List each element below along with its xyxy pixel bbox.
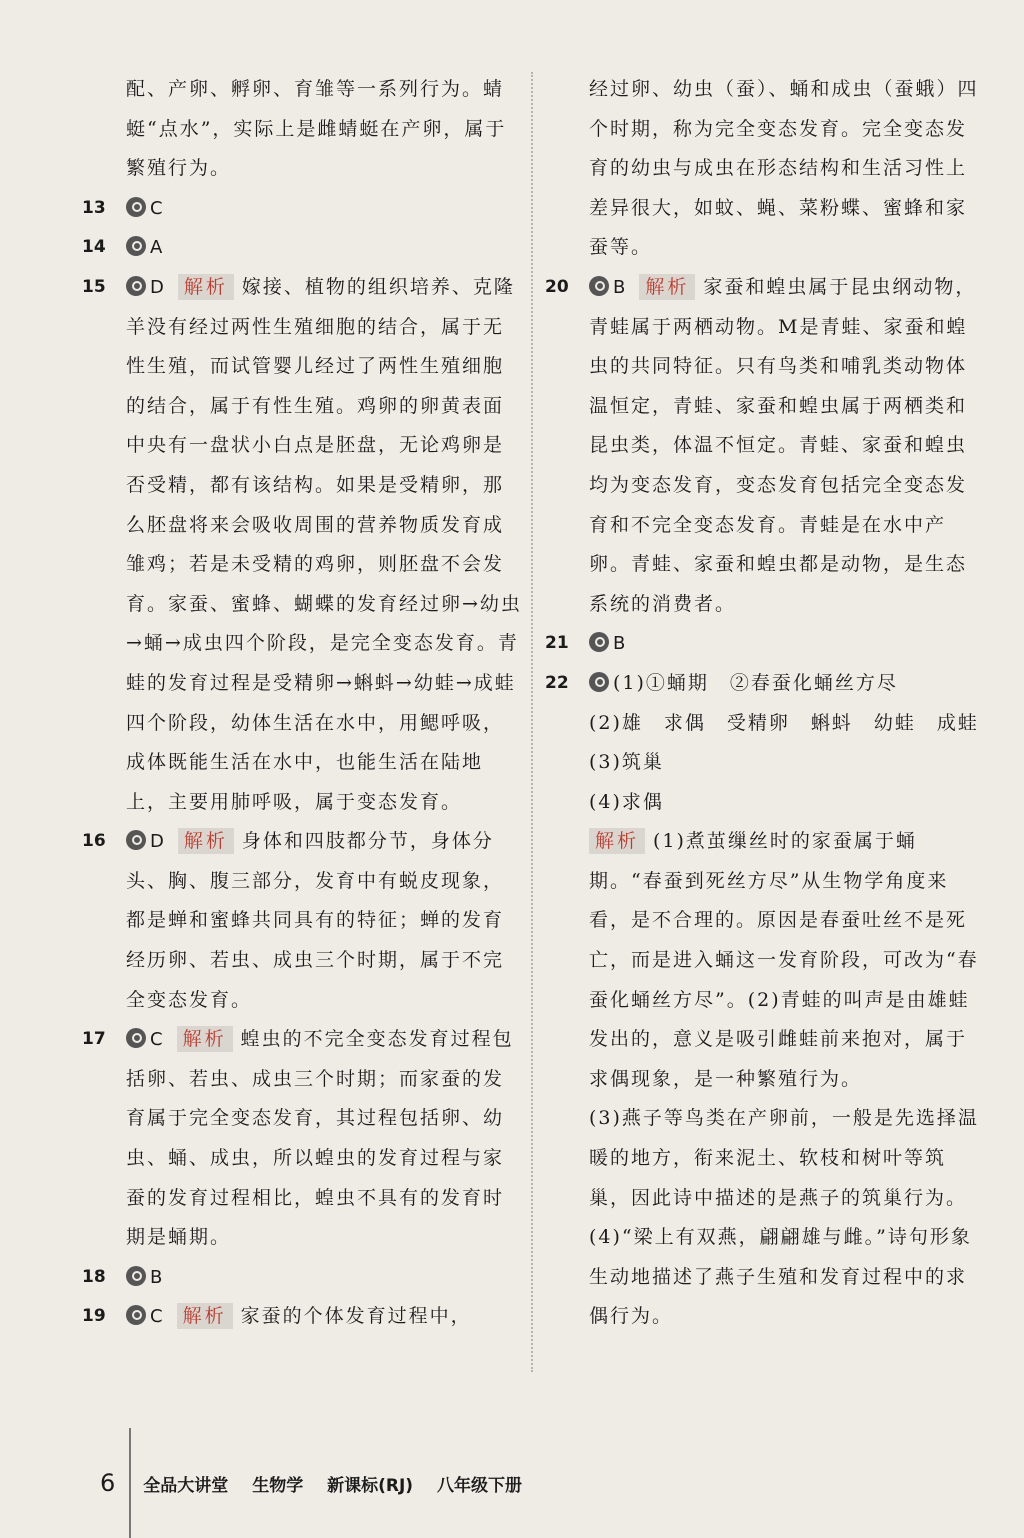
left-column — [82, 70, 522, 1337]
answer-icon — [589, 276, 609, 296]
answer: B — [150, 1266, 163, 1288]
answer: B — [613, 276, 626, 298]
question-22 — [545, 664, 985, 1337]
answer-part-2: (2)雄 求偶 受精卵 蝌蚪 幼蛙 成蛙 — [589, 711, 979, 734]
answer-part-4: (4)求偶 — [589, 790, 664, 813]
analysis-tag: 解析 — [639, 274, 695, 300]
answer-part-3: (3)筑巢 — [589, 751, 664, 774]
answer: B — [613, 633, 626, 655]
analysis-tag: 解析 — [589, 828, 645, 854]
question-13 — [82, 189, 522, 229]
analysis-text: (1)煮茧缫丝时的家蚕属于蛹期。“春蚕到死丝方尽”从生物学角度来看，是不合理的。原因是春蚕吐丝不是死亡，而是进入蛹这一发育阶段，可改为“春蚕化蛹丝方尽”。(2)青蛙的叫声是由雄蛙发出的，意义是吸引雌蛙前来抱对，属于求偶现象，是一种繁殖行为。 — [589, 830, 979, 1090]
question-number: 17 — [82, 1029, 106, 1050]
answer: C — [150, 1306, 163, 1328]
column-divider — [531, 72, 533, 1372]
analysis-text-3: (3)燕子等鸟类在产卵前，一般是先选择温暖的地方，衔来泥土、软枝和树叶等筑巢，因此诗中描述的是燕子的筑巢行为。 — [589, 1107, 979, 1209]
answer: D — [150, 276, 164, 298]
answer-icon — [126, 830, 146, 850]
question-number: 21 — [545, 633, 569, 654]
analysis-tag: 解析 — [177, 1026, 233, 1052]
footer-edition: 新课标(RJ) — [327, 1475, 414, 1496]
question-18 — [82, 1258, 522, 1298]
question-number: 16 — [82, 831, 106, 852]
question-16 — [82, 822, 522, 1020]
answer-icon — [126, 236, 146, 256]
question-number: 22 — [545, 672, 569, 693]
analysis-text: 身体和四肢都分节，身体分头、胸、腹三部分，发育中有蜕皮现象，都是蝉和蜜蜂共同具有的特征；蝉的发育经历卵、若虫、成虫三个时期，属于不完全变态发育。 — [126, 830, 505, 1011]
answer: C — [150, 1029, 163, 1051]
analysis-text: 家蚕的个体发育过程中， — [240, 1305, 472, 1328]
question-19 — [82, 1297, 522, 1337]
question-number: 19 — [82, 1306, 106, 1327]
page-number: 6 — [100, 1469, 116, 1497]
answer: C — [150, 197, 163, 219]
answer-icon — [126, 276, 146, 296]
question-21 — [545, 624, 985, 664]
analysis-tag: 解析 — [178, 828, 234, 854]
answer-icon — [589, 672, 609, 692]
question-number: 18 — [82, 1266, 106, 1287]
answer-icon — [589, 632, 609, 652]
question-14 — [82, 228, 522, 268]
question-20 — [545, 268, 985, 624]
answer-icon — [126, 1028, 146, 1048]
page-footer — [100, 1428, 540, 1538]
footer-grade: 八年级下册 — [437, 1475, 523, 1496]
right-column — [545, 70, 985, 1337]
analysis-text: 蝗虫的不完全变态发育过程包括卵、若虫、成虫三个时期；而家蚕的发育属于完全变态发育，其过程包括卵、幼虫、蛹、成虫，所以蝗虫的发育过程与家蚕的发育过程相比，蝗虫不具有的发育时期是蛹期。 — [126, 1028, 514, 1249]
analysis-text-4: (4)“梁上有双燕，翩翩雄与雌。”诗句形象生动地描述了燕子生殖和发育过程中的求偶行为。 — [589, 1226, 972, 1328]
question-17 — [82, 1020, 522, 1258]
question-number: 14 — [82, 237, 106, 258]
answer: A — [150, 237, 163, 259]
question-15 — [82, 268, 522, 822]
answer: D — [150, 831, 164, 853]
question-number: 20 — [545, 276, 569, 297]
answer-icon — [126, 1305, 146, 1325]
analysis-text: 嫁接、植物的组织培养、克隆羊没有经过两性生殖细胞的结合，属于无性生殖，而试管婴儿经过了两性生殖细胞的结合，属于有性生殖。鸡卵的卵黄表面中央有一盘状小白点是胚盘，无论鸡卵是否受精，都有该结构。如果是受精卵，那么胚盘将来会吸收周围的营养物质发育成雏鸡；若是未受精的鸡卵，则胚盘不会发育。家蚕、蜜蜂、蝴蝶的发育经过卵→幼虫→蛹→成虫四个阶段，是完全变态发育。青蛙的发育过程是受精卵→蝌蚪→幼蛙→成蛙四个阶段，幼体生活在水中，用鳃呼吸，成体既能生活在水中，也能生活在陆地上，主要用肺呼吸，属于变态发育。 — [126, 275, 522, 813]
footer-divider — [129, 1428, 131, 1538]
answer-icon — [126, 1266, 146, 1286]
question-number: 15 — [82, 276, 106, 297]
continued-text: 经过卵、幼虫（蚕）、蛹和成虫（蚕蛾）四个时期，称为完全变态发育。完全变态发育的幼虫与成虫在形态结构和生活习性上差异很大，如蚊、蝇、菜粉蝶、蜜蜂和家蚕等。 — [589, 78, 979, 259]
analysis-text: 家蚕和蝗虫属于昆虫纲动物，青蛙属于两栖动物。M是青蛙、家蚕和蝗虫的共同特征。只有鸟类和哺乳类动物体温恒定，青蛙、家蚕和蝗虫属于两栖类和昆虫类，体温不恒定。青蛙、家蚕和蝗虫均为变态发育，变态发育包括完全变态发育和不完全变态发育。青蛙是在水中产卵。青蛙、家蚕和蝗虫都是动物，是生态系统的消费者。 — [589, 275, 977, 615]
continued-text: 配、产卵、孵卵、育雏等一系列行为。蜻蜓“点水”，实际上是雌蜻蜓在产卵，属于繁殖行为。 — [126, 78, 507, 180]
question-number: 13 — [82, 197, 106, 218]
footer-brand: 全品大讲堂 — [143, 1475, 229, 1496]
analysis-tag: 解析 — [177, 1303, 233, 1329]
footer-subject: 生物学 — [252, 1475, 304, 1496]
answer-icon — [126, 197, 146, 217]
answer-part-1: (1)①蛹期 ②春蚕化蛹丝方尽 — [613, 671, 898, 694]
analysis-tag: 解析 — [178, 274, 234, 300]
